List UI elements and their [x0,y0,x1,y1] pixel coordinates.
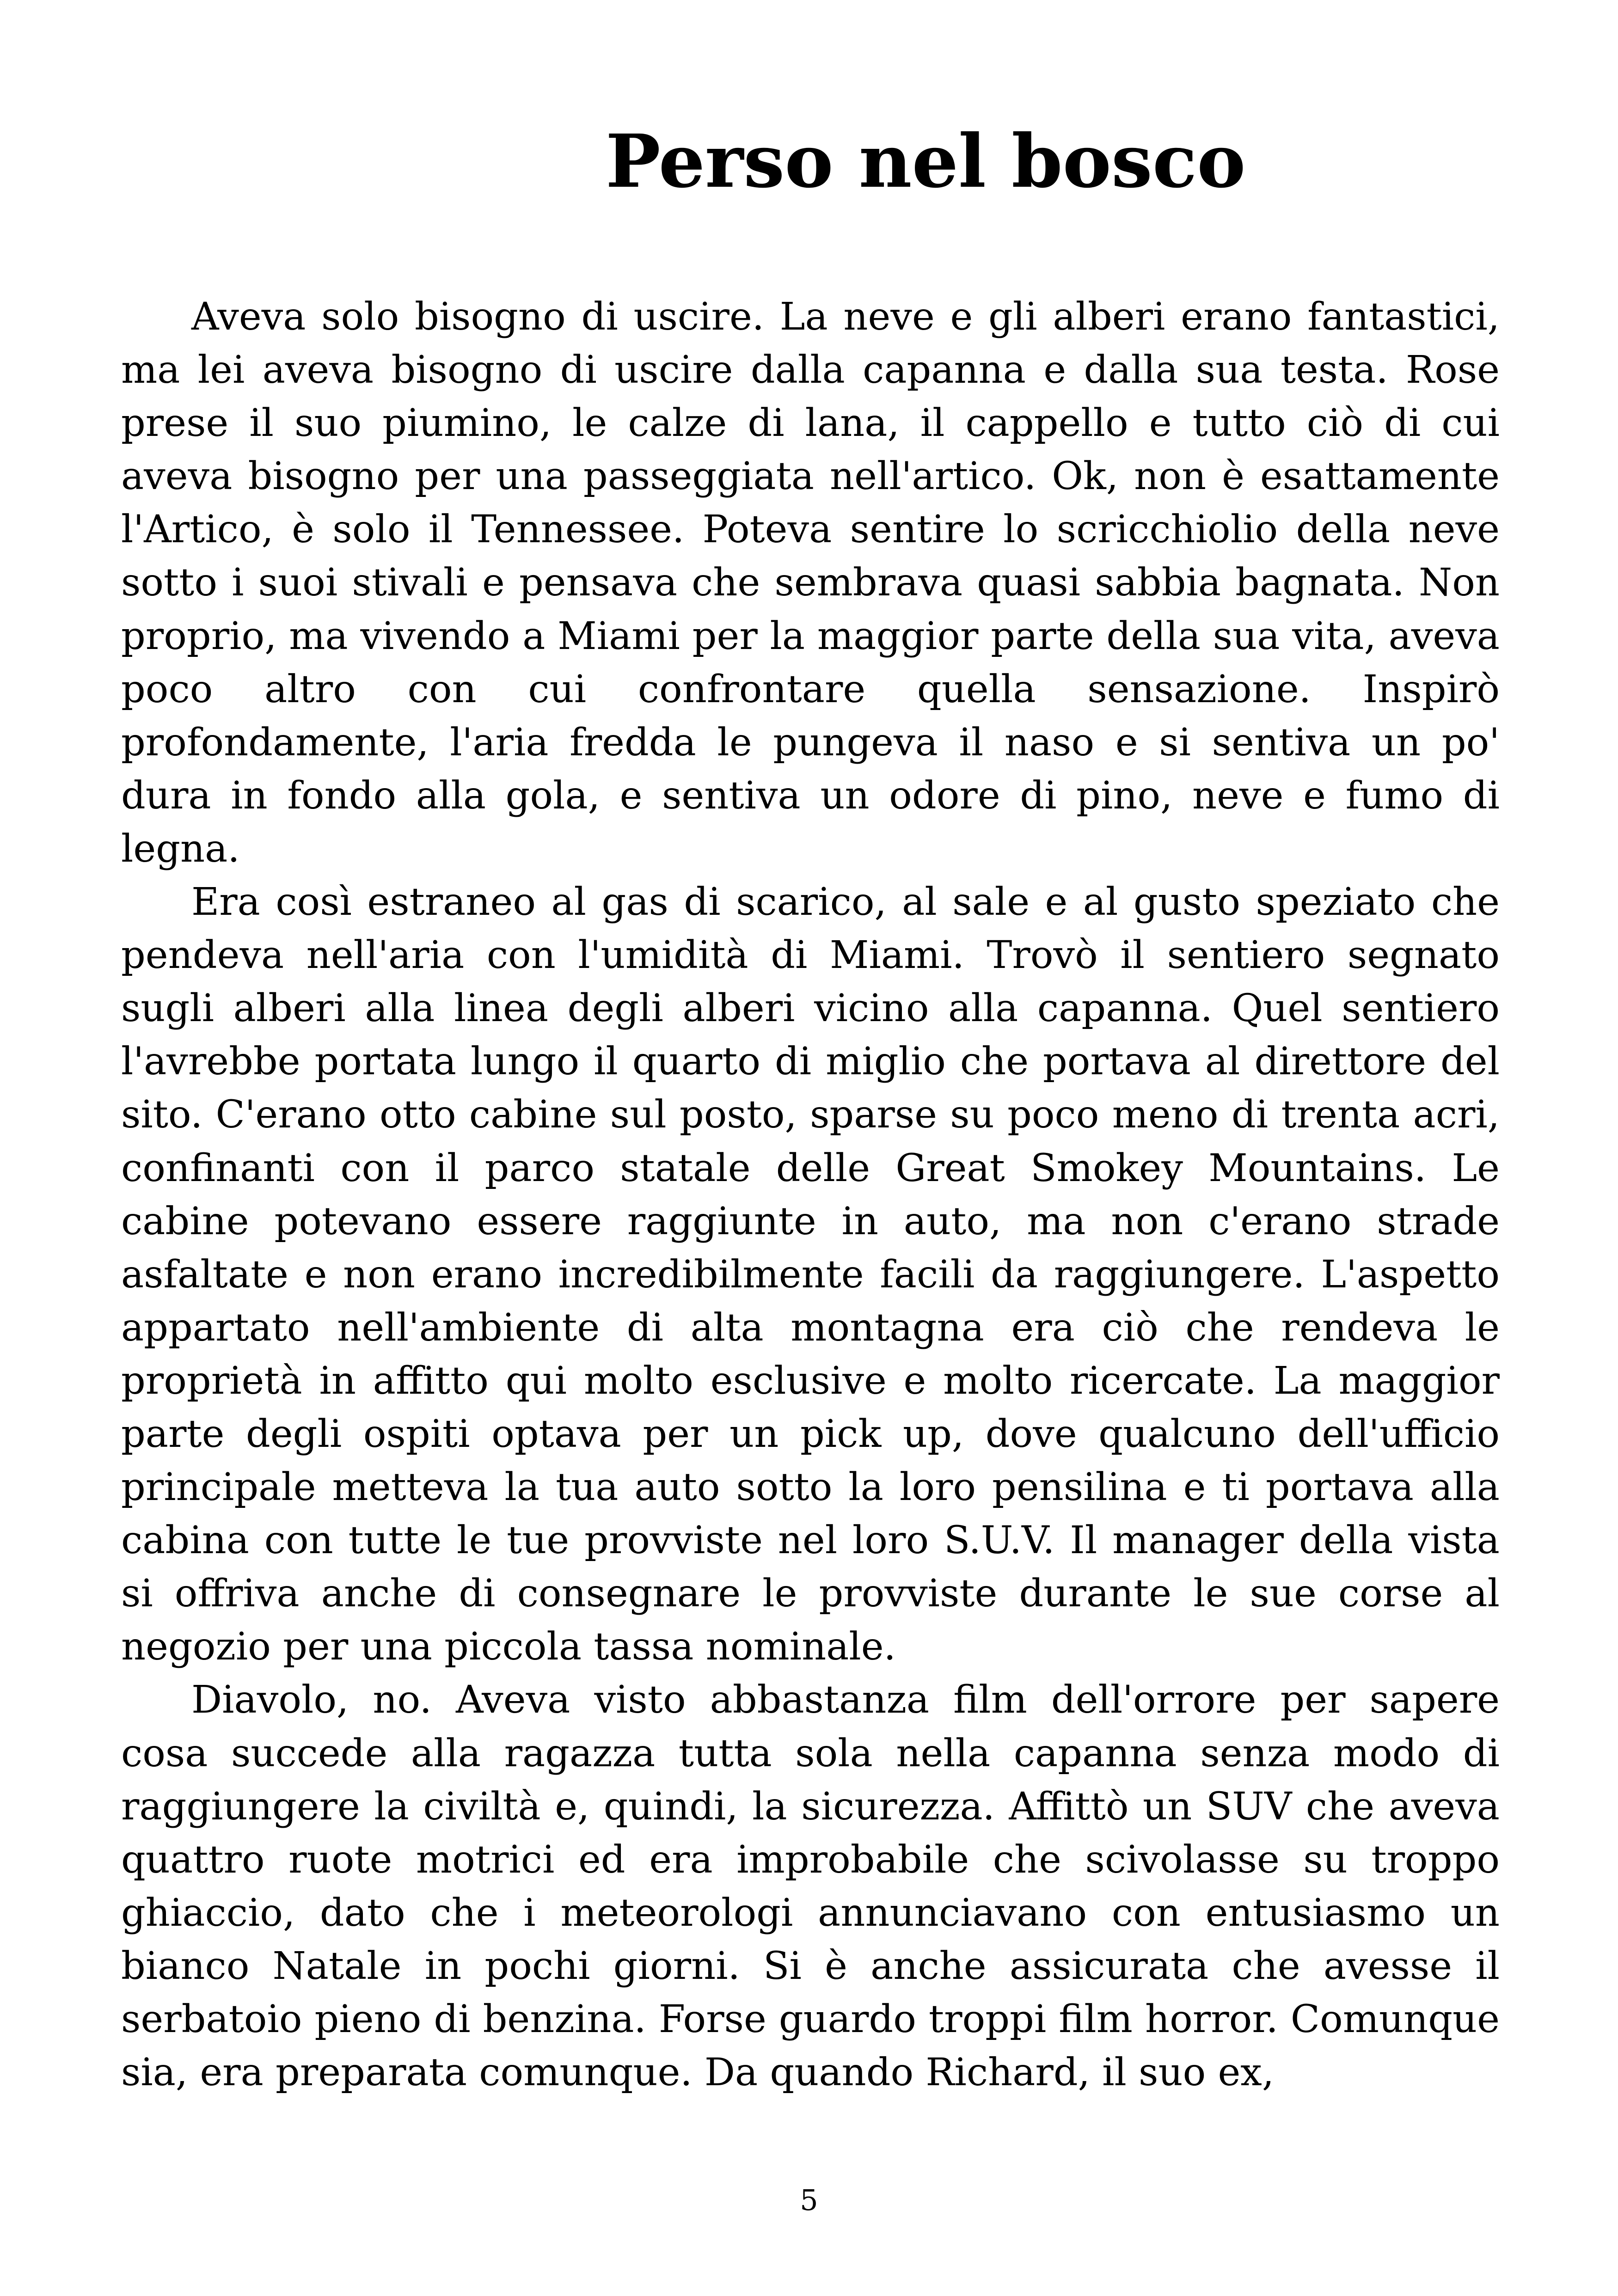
paragraph-1: Aveva solo bisogno di uscire. La neve e gli alberi erano fantastici, ma lei aveva bisogno di uscire dalla capanna e dalla sua testa. Rose prese il suo piumino, le calze di lana, il cappello e tutto ciò di cui aveva bisogno per una passeggiata nell'artico. Ok, non è esattamente l'Artico, è solo il Tennessee. Poteva sentire lo scricchiolio della neve sotto i suoi stivali e pensava che sembrava quasi sabbia bagnata. Non proprio, ma vivendo a Miami per la maggior parte della sua vita, aveva poco altro con cui confrontare quella sensazione. Inspirò profondamente, l'aria fredda le pungeva il naso e si sentiva un po' dura in fondo alla gola, e sentiva un odore di pino, neve e fumo di legna. [121,294,1500,871]
chapter-body [121,290,1500,2099]
page-number: 5 [800,2183,818,2217]
chapter-title: Perso nel bosco [606,119,1246,204]
paragraph-3: Diavolo, no. Aveva visto abbastanza film dell'orrore per sapere cosa succede alla ragazza tutta sola nella capanna senza modo di raggiungere la civiltà e, quindi, la sicurezza. Affittò un SUV che aveva quattro ruote motrici ed era improbabile che scivolasse su troppo ghiaccio, dato che i meteorologi annunciavano con entusiasmo un bianco Natale in pochi giorni. Si è anche assicurata che avesse il serbatoio pieno di benzina. Forse guardo troppi film horror. Comunque sia, era preparata comunque. Da quando Richard, il suo ex, [121,1678,1500,2095]
paragraph-2: Era così estraneo al gas di scarico, al sale e al gusto speziato che pendeva nell'aria con l'umidità di Miami. Trovò il sentiero segnato sugli alberi alla linea degli alberi vicino alla capanna. Quel sentiero l'avrebbe portata lungo il quarto di miglio che portava al direttore del sito. C'erano otto cabine sul posto, sparse su poco meno di trenta acri, confinanti con il parco statale delle Great Smokey Mountains. Le cabine potevano essere raggiunte in auto, ma non c'erano strade asfaltate e non erano incredibilmente facili da raggiungere. L'aspetto appartato nell'ambiente di alta montagna era ciò che rendeva le proprietà in affitto qui molto esclusive e molto ricercate. La maggior parte degli ospiti optava per un pick up, dove qualcuno dell'ufficio principale metteva la tua auto sotto la loro pensilina e ti portava alla cabina con tutte le tue provviste nel loro S.U.V. Il manager della vista si offriva anche di consegnare le provviste durante le sue corse al negozio per una piccola tassa nominale. [121,880,1500,1669]
